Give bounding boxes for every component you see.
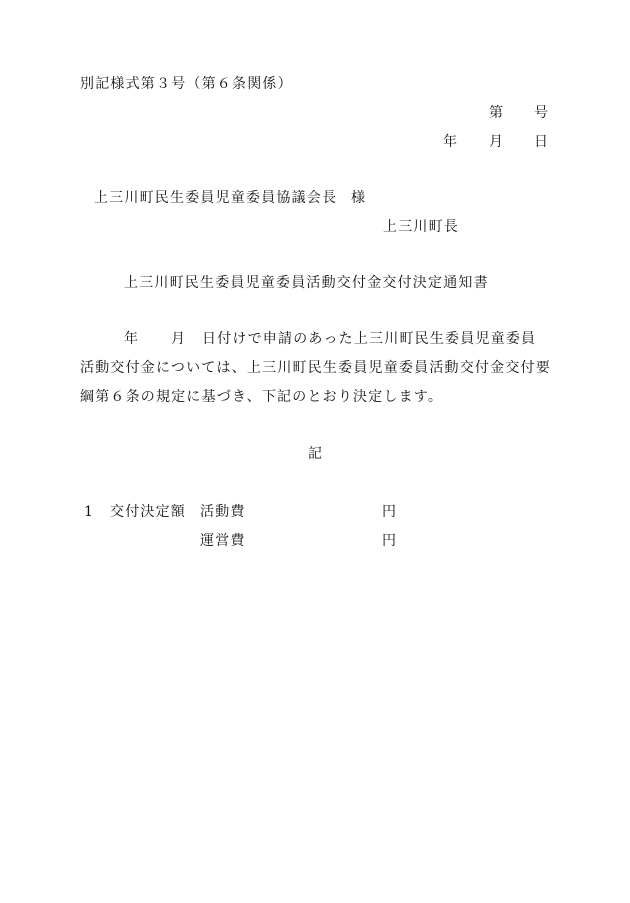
body-line1: 日付けで申請のあった上三川町民生委員児童委員	[202, 331, 537, 347]
notice-title: 上三川町民生委員児童委員活動交付金交付決定通知書	[124, 275, 489, 291]
body-year: 年	[124, 331, 140, 347]
doc-number-go: 号	[534, 105, 550, 121]
form-label: 別記様式第３号（第６条関係）	[80, 76, 293, 92]
item-row-name: 運営費	[200, 533, 246, 549]
item-row-unit: 円	[382, 533, 398, 549]
body-line3: 綱第６条の規定に基づき、下記のとおり決定します。	[80, 389, 444, 405]
ki-heading: 記	[308, 446, 324, 462]
sender-name: 上三川町長	[383, 219, 459, 235]
item-row-unit: 円	[382, 504, 398, 520]
item-row-name: 活動費	[200, 504, 246, 520]
date-month: 月	[489, 134, 505, 150]
item-label: 交付決定額	[110, 504, 186, 520]
doc-number-dai: 第	[489, 105, 505, 121]
date-day: 日	[534, 134, 550, 150]
body-month: 月	[171, 331, 187, 347]
body-line2: 活動交付金については、上三川町民生委員児童委員活動交付金交付要	[80, 360, 551, 376]
item-number: 1	[84, 504, 95, 520]
addressee-name: 上三川町民生委員児童委員協議会長	[94, 190, 338, 206]
addressee-honorific: 様	[351, 190, 367, 206]
date-year: 年	[443, 134, 459, 150]
